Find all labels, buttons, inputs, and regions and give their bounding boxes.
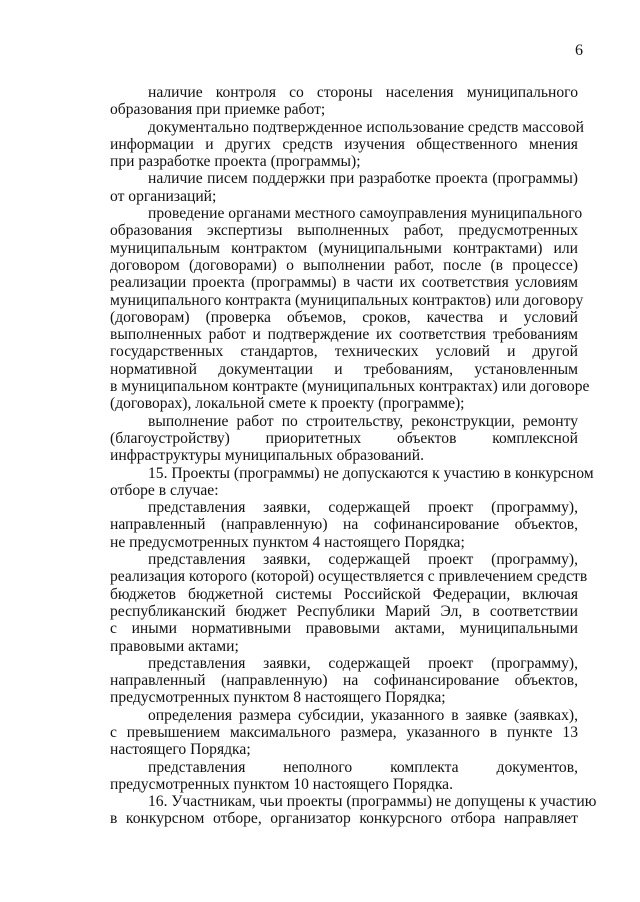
page-number: 6: [575, 42, 583, 59]
text-line: информации и других средств изучения общественного мнения: [110, 135, 578, 153]
text-line: образования экспертизы выполненных работ, предусмотренных: [110, 222, 578, 240]
text-line: наличие контроля со стороны населения муниципального: [148, 84, 578, 101]
text-line: выполненных работ и подтверждение их соответствия требованиям: [110, 326, 578, 344]
text-line: муниципального контракта (муниципальных контрактов) или договору: [110, 291, 584, 309]
text-line: бюджетов бюджетной системы Российской Федерации, включая: [110, 585, 578, 603]
text-line: наличие писем поддержки при разработке проекта (программы): [148, 170, 578, 188]
text-line: с иными нормативными правовыми актами, муниципальными: [110, 620, 578, 638]
text-line: направленный (направленную) на софинансирование объектов,: [110, 672, 578, 690]
text-line: 15. Проекты (программы) не допускаются к участию в конкурсном: [148, 464, 594, 482]
text-line: проведение органами местного самоуправления муниципального: [148, 205, 583, 223]
text-line: нормативной документации и требованиям, установленным: [110, 360, 578, 378]
text-line: представления заявки, содержащей проект (программу),: [148, 551, 578, 569]
text-line: не предусмотренных пунктом 4 настоящего Порядка;: [110, 533, 465, 551]
text-line: реализации проекта (программы) в части их соответствия условиям: [110, 274, 578, 292]
document-body: [110, 84, 597, 828]
text-line: направленный (направленную) на софинансирование объектов,: [110, 516, 578, 534]
text-line: реализация которого (которой) осуществляется с привлечением средств: [110, 568, 588, 586]
text-line: предусмотренных пунктом 8 настоящего Порядка;: [110, 689, 446, 707]
text-line: представления заявки, содержащей проект (программу),: [148, 499, 578, 517]
text-line: (благоустройству) приоритетных объектов комплексной: [110, 429, 578, 447]
text-line: предусмотренных пунктом 10 настоящего Порядка.: [110, 775, 454, 793]
text-line: в муниципальном контракте (муниципальных контрактах) или договоре: [110, 378, 590, 396]
text-line: при разработке проекта (программы);: [110, 153, 361, 171]
text-line: отборе в случае:: [110, 481, 219, 499]
text-line: 16. Участникам, чьи проекты (программы) не допущены к участию: [148, 793, 597, 811]
text-line: от организаций;: [110, 187, 217, 205]
text-line: (договорах), локальной смете к проекту (программе);: [110, 395, 465, 413]
text-line: муниципальным контрактом (муниципальными контрактами) или: [110, 239, 578, 257]
text-line: в конкурсном отборе, организатор конкурсного отбора направляет: [110, 810, 578, 828]
text-line: республиканский бюджет Республики Марий Эл, в соответствии: [110, 602, 578, 620]
text-line: правовыми актами;: [110, 637, 239, 655]
text-line: инфраструктуры муниципальных образований.: [110, 447, 424, 465]
text-line: представления заявки, содержащей проект (программу),: [148, 654, 578, 672]
text-line: настоящего Порядка;: [110, 741, 251, 759]
text-line: определения размера субсидии, указанного в заявке (заявках),: [148, 706, 578, 724]
text-line: документально подтвержденное использование средств массовой: [148, 118, 585, 136]
text-line: государственных стандартов, технических условий и другой: [110, 343, 578, 361]
text-line: (договорам) (проверка объемов, сроков, качества и условий: [110, 308, 578, 326]
text-line: с превышением максимального размера, указанного в пункте 13: [110, 723, 578, 741]
text-line: договором (договорами) о выполнении работ, после (в процессе): [110, 256, 578, 274]
text-line: выполнение работ по строительству, реконструкции, ремонту: [148, 412, 578, 430]
text-line: представления неполного комплекта документов,: [148, 758, 578, 776]
text-line: образования при приемке работ;: [110, 101, 326, 119]
